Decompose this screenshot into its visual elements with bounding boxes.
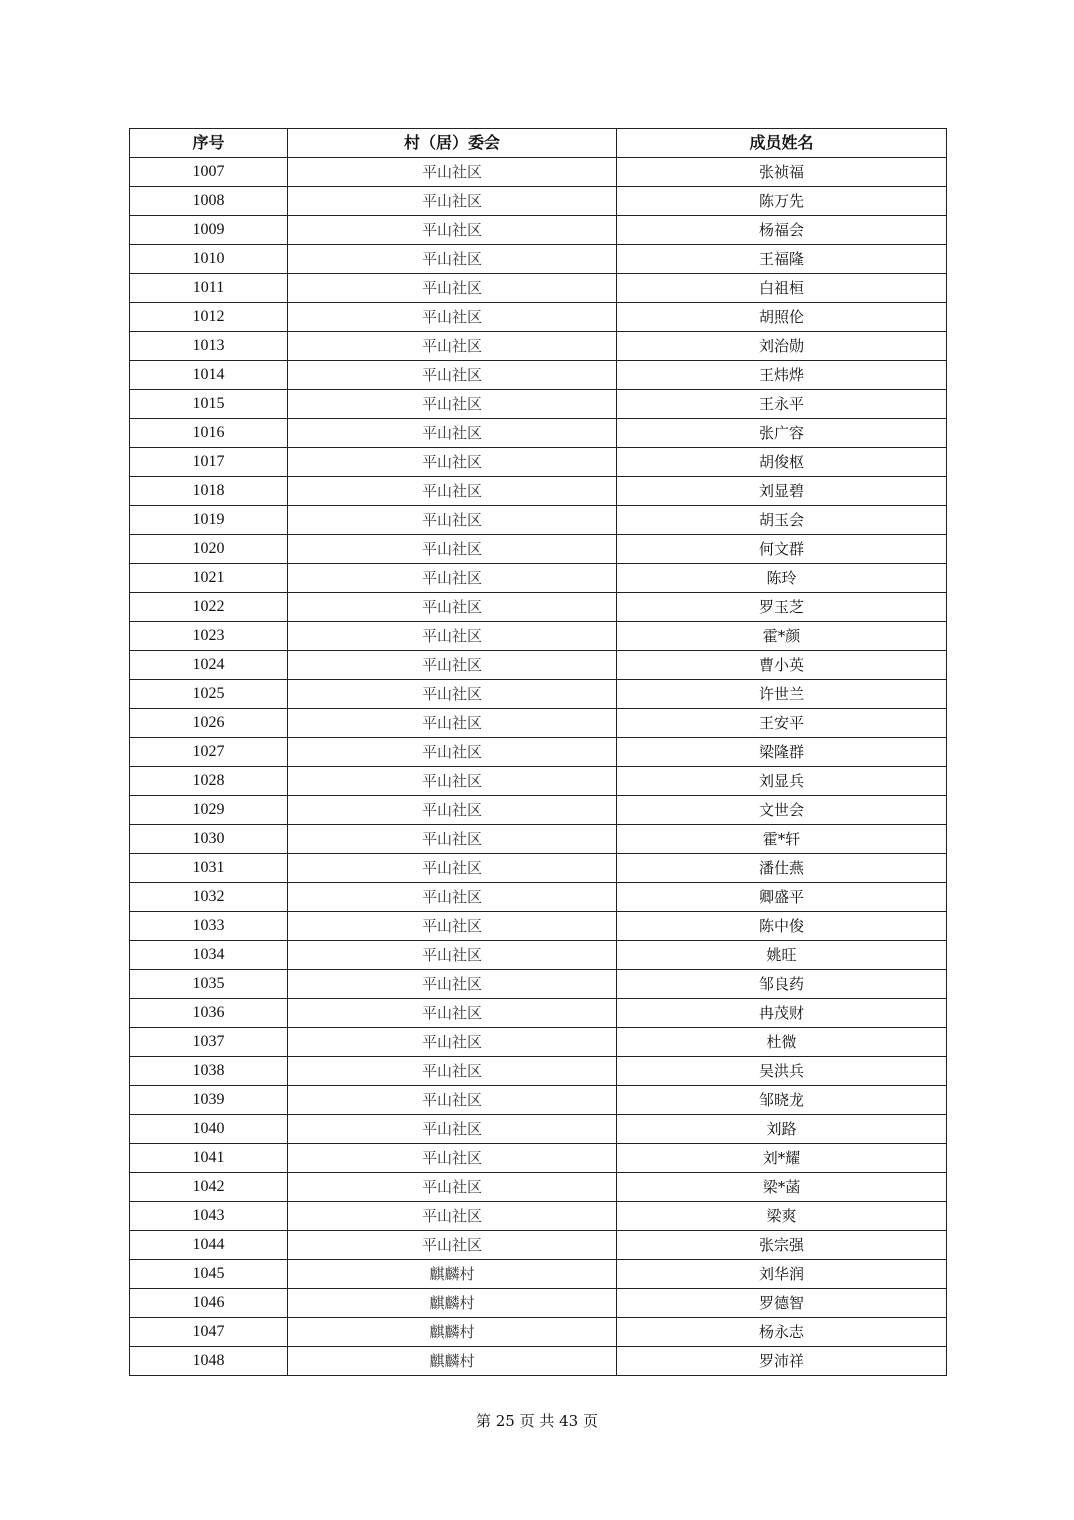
cell-index: 1026 xyxy=(130,709,288,738)
cell-index: 1031 xyxy=(130,854,288,883)
cell-member-name: 胡玉会 xyxy=(617,506,947,535)
cell-index: 1046 xyxy=(130,1289,288,1318)
cell-committee: 平山社区 xyxy=(288,883,617,912)
cell-member-name: 陈中俊 xyxy=(617,912,947,941)
cell-member-name: 张广容 xyxy=(617,419,947,448)
cell-committee: 平山社区 xyxy=(288,245,617,274)
table-row xyxy=(130,738,947,767)
table-row xyxy=(130,883,947,912)
cell-member-name: 冉茂财 xyxy=(617,999,947,1028)
table-row xyxy=(130,1318,947,1347)
cell-member-name: 许世兰 xyxy=(617,680,947,709)
cell-committee: 平山社区 xyxy=(288,825,617,854)
cell-member-name: 潘仕燕 xyxy=(617,854,947,883)
table-row xyxy=(130,999,947,1028)
table-row xyxy=(130,564,947,593)
table-row xyxy=(130,825,947,854)
cell-index: 1011 xyxy=(130,274,288,303)
cell-committee: 平山社区 xyxy=(288,448,617,477)
cell-index: 1027 xyxy=(130,738,288,767)
cell-member-name: 杜微 xyxy=(617,1028,947,1057)
table-row xyxy=(130,593,947,622)
cell-index: 1025 xyxy=(130,680,288,709)
table-row xyxy=(130,1231,947,1260)
cell-committee: 平山社区 xyxy=(288,390,617,419)
cell-committee: 平山社区 xyxy=(288,593,617,622)
cell-committee: 平山社区 xyxy=(288,303,617,332)
table-row xyxy=(130,216,947,245)
cell-index: 1045 xyxy=(130,1260,288,1289)
cell-member-name: 刘显兵 xyxy=(617,767,947,796)
table-body xyxy=(130,158,947,1376)
table-row xyxy=(130,941,947,970)
cell-member-name: 卿盛平 xyxy=(617,883,947,912)
cell-index: 1017 xyxy=(130,448,288,477)
table-row xyxy=(130,448,947,477)
cell-index: 1016 xyxy=(130,419,288,448)
cell-committee: 平山社区 xyxy=(288,767,617,796)
table-row xyxy=(130,477,947,506)
cell-member-name: 陈玲 xyxy=(617,564,947,593)
table-row xyxy=(130,1028,947,1057)
cell-member-name: 何文群 xyxy=(617,535,947,564)
cell-committee: 平山社区 xyxy=(288,274,617,303)
table-row xyxy=(130,651,947,680)
cell-member-name: 刘治勋 xyxy=(617,332,947,361)
cell-index: 1029 xyxy=(130,796,288,825)
cell-member-name: 胡俊枢 xyxy=(617,448,947,477)
cell-index: 1036 xyxy=(130,999,288,1028)
cell-committee: 麒麟村 xyxy=(288,1289,617,1318)
cell-member-name: 曹小英 xyxy=(617,651,947,680)
cell-index: 1022 xyxy=(130,593,288,622)
cell-member-name: 张祯福 xyxy=(617,158,947,187)
cell-committee: 平山社区 xyxy=(288,854,617,883)
cell-index: 1019 xyxy=(130,506,288,535)
table-row xyxy=(130,419,947,448)
cell-index: 1040 xyxy=(130,1115,288,1144)
table-row xyxy=(130,854,947,883)
cell-member-name: 罗玉芝 xyxy=(617,593,947,622)
cell-committee: 平山社区 xyxy=(288,419,617,448)
cell-member-name: 陈万先 xyxy=(617,187,947,216)
cell-member-name: 刘路 xyxy=(617,1115,947,1144)
cell-index: 1020 xyxy=(130,535,288,564)
table-row xyxy=(130,303,947,332)
cell-index: 1048 xyxy=(130,1347,288,1376)
cell-committee: 平山社区 xyxy=(288,1028,617,1057)
table-row xyxy=(130,187,947,216)
cell-member-name: 张宗强 xyxy=(617,1231,947,1260)
cell-committee: 平山社区 xyxy=(288,1144,617,1173)
cell-member-name: 王永平 xyxy=(617,390,947,419)
cell-index: 1041 xyxy=(130,1144,288,1173)
cell-member-name: 姚旺 xyxy=(617,941,947,970)
cell-committee: 平山社区 xyxy=(288,564,617,593)
cell-committee: 平山社区 xyxy=(288,796,617,825)
table-row xyxy=(130,506,947,535)
cell-committee: 平山社区 xyxy=(288,738,617,767)
cell-committee: 平山社区 xyxy=(288,158,617,187)
table-row xyxy=(130,390,947,419)
cell-committee: 平山社区 xyxy=(288,941,617,970)
cell-index: 1038 xyxy=(130,1057,288,1086)
cell-committee: 平山社区 xyxy=(288,216,617,245)
cell-index: 1035 xyxy=(130,970,288,999)
table-row xyxy=(130,1260,947,1289)
cell-index: 1028 xyxy=(130,767,288,796)
cell-committee: 平山社区 xyxy=(288,651,617,680)
cell-member-name: 梁爽 xyxy=(617,1202,947,1231)
table-row xyxy=(130,1144,947,1173)
table-row xyxy=(130,796,947,825)
table-row xyxy=(130,912,947,941)
cell-index: 1044 xyxy=(130,1231,288,1260)
table-row xyxy=(130,245,947,274)
cell-committee: 平山社区 xyxy=(288,1086,617,1115)
cell-member-name: 刘*耀 xyxy=(617,1144,947,1173)
cell-member-name: 邹良药 xyxy=(617,970,947,999)
cell-member-name: 王福隆 xyxy=(617,245,947,274)
cell-index: 1043 xyxy=(130,1202,288,1231)
cell-member-name: 霍*颜 xyxy=(617,622,947,651)
cell-member-name: 白祖桓 xyxy=(617,274,947,303)
header-member-name: 成员姓名 xyxy=(617,129,947,158)
table-row xyxy=(130,622,947,651)
cell-committee: 平山社区 xyxy=(288,361,617,390)
cell-index: 1033 xyxy=(130,912,288,941)
table-row xyxy=(130,709,947,738)
table-row xyxy=(130,1115,947,1144)
member-table xyxy=(129,128,947,1376)
cell-committee: 平山社区 xyxy=(288,1173,617,1202)
cell-index: 1042 xyxy=(130,1173,288,1202)
table-header-row xyxy=(130,129,947,158)
cell-member-name: 梁隆群 xyxy=(617,738,947,767)
table-row xyxy=(130,1289,947,1318)
cell-member-name: 刘显碧 xyxy=(617,477,947,506)
cell-member-name: 杨福会 xyxy=(617,216,947,245)
cell-member-name: 邹晓龙 xyxy=(617,1086,947,1115)
cell-index: 1013 xyxy=(130,332,288,361)
cell-member-name: 杨永志 xyxy=(617,1318,947,1347)
cell-committee: 麒麟村 xyxy=(288,1260,617,1289)
cell-committee: 平山社区 xyxy=(288,680,617,709)
table-row xyxy=(130,767,947,796)
cell-committee: 平山社区 xyxy=(288,709,617,738)
cell-index: 1010 xyxy=(130,245,288,274)
cell-committee: 平山社区 xyxy=(288,477,617,506)
table-row xyxy=(130,1086,947,1115)
cell-member-name: 文世会 xyxy=(617,796,947,825)
cell-index: 1032 xyxy=(130,883,288,912)
header-index: 序号 xyxy=(130,129,288,158)
cell-index: 1015 xyxy=(130,390,288,419)
cell-committee: 平山社区 xyxy=(288,912,617,941)
table-row xyxy=(130,680,947,709)
cell-index: 1039 xyxy=(130,1086,288,1115)
cell-committee: 麒麟村 xyxy=(288,1347,617,1376)
cell-index: 1012 xyxy=(130,303,288,332)
cell-member-name: 胡照伦 xyxy=(617,303,947,332)
table-row xyxy=(130,1347,947,1376)
cell-index: 1008 xyxy=(130,187,288,216)
cell-index: 1007 xyxy=(130,158,288,187)
table-row xyxy=(130,332,947,361)
cell-committee: 平山社区 xyxy=(288,506,617,535)
cell-member-name: 罗沛祥 xyxy=(617,1347,947,1376)
cell-committee: 平山社区 xyxy=(288,332,617,361)
cell-member-name: 王安平 xyxy=(617,709,947,738)
cell-index: 1021 xyxy=(130,564,288,593)
table-row xyxy=(130,1057,947,1086)
cell-member-name: 梁*菡 xyxy=(617,1173,947,1202)
table-row xyxy=(130,1173,947,1202)
page-footer: 第 25 页 共 43 页 xyxy=(475,1412,598,1430)
cell-index: 1037 xyxy=(130,1028,288,1057)
cell-committee: 平山社区 xyxy=(288,1057,617,1086)
cell-member-name: 王炜烨 xyxy=(617,361,947,390)
cell-index: 1018 xyxy=(130,477,288,506)
cell-index: 1030 xyxy=(130,825,288,854)
cell-committee: 平山社区 xyxy=(288,970,617,999)
cell-index: 1024 xyxy=(130,651,288,680)
table-row xyxy=(130,158,947,187)
cell-member-name: 罗德智 xyxy=(617,1289,947,1318)
cell-index: 1023 xyxy=(130,622,288,651)
cell-member-name: 吴洪兵 xyxy=(617,1057,947,1086)
cell-index: 1034 xyxy=(130,941,288,970)
cell-committee: 平山社区 xyxy=(288,1202,617,1231)
table-row xyxy=(130,535,947,564)
cell-committee: 平山社区 xyxy=(288,187,617,216)
cell-member-name: 霍*轩 xyxy=(617,825,947,854)
cell-committee: 麒麟村 xyxy=(288,1318,617,1347)
cell-index: 1047 xyxy=(130,1318,288,1347)
cell-committee: 平山社区 xyxy=(288,1231,617,1260)
table-row xyxy=(130,1202,947,1231)
cell-index: 1009 xyxy=(130,216,288,245)
cell-committee: 平山社区 xyxy=(288,999,617,1028)
cell-committee: 平山社区 xyxy=(288,622,617,651)
cell-member-name: 刘华润 xyxy=(617,1260,947,1289)
table-row xyxy=(130,970,947,999)
header-committee: 村（居）委会 xyxy=(288,129,617,158)
cell-committee: 平山社区 xyxy=(288,535,617,564)
cell-index: 1014 xyxy=(130,361,288,390)
table-row xyxy=(130,274,947,303)
cell-committee: 平山社区 xyxy=(288,1115,617,1144)
table-row xyxy=(130,361,947,390)
